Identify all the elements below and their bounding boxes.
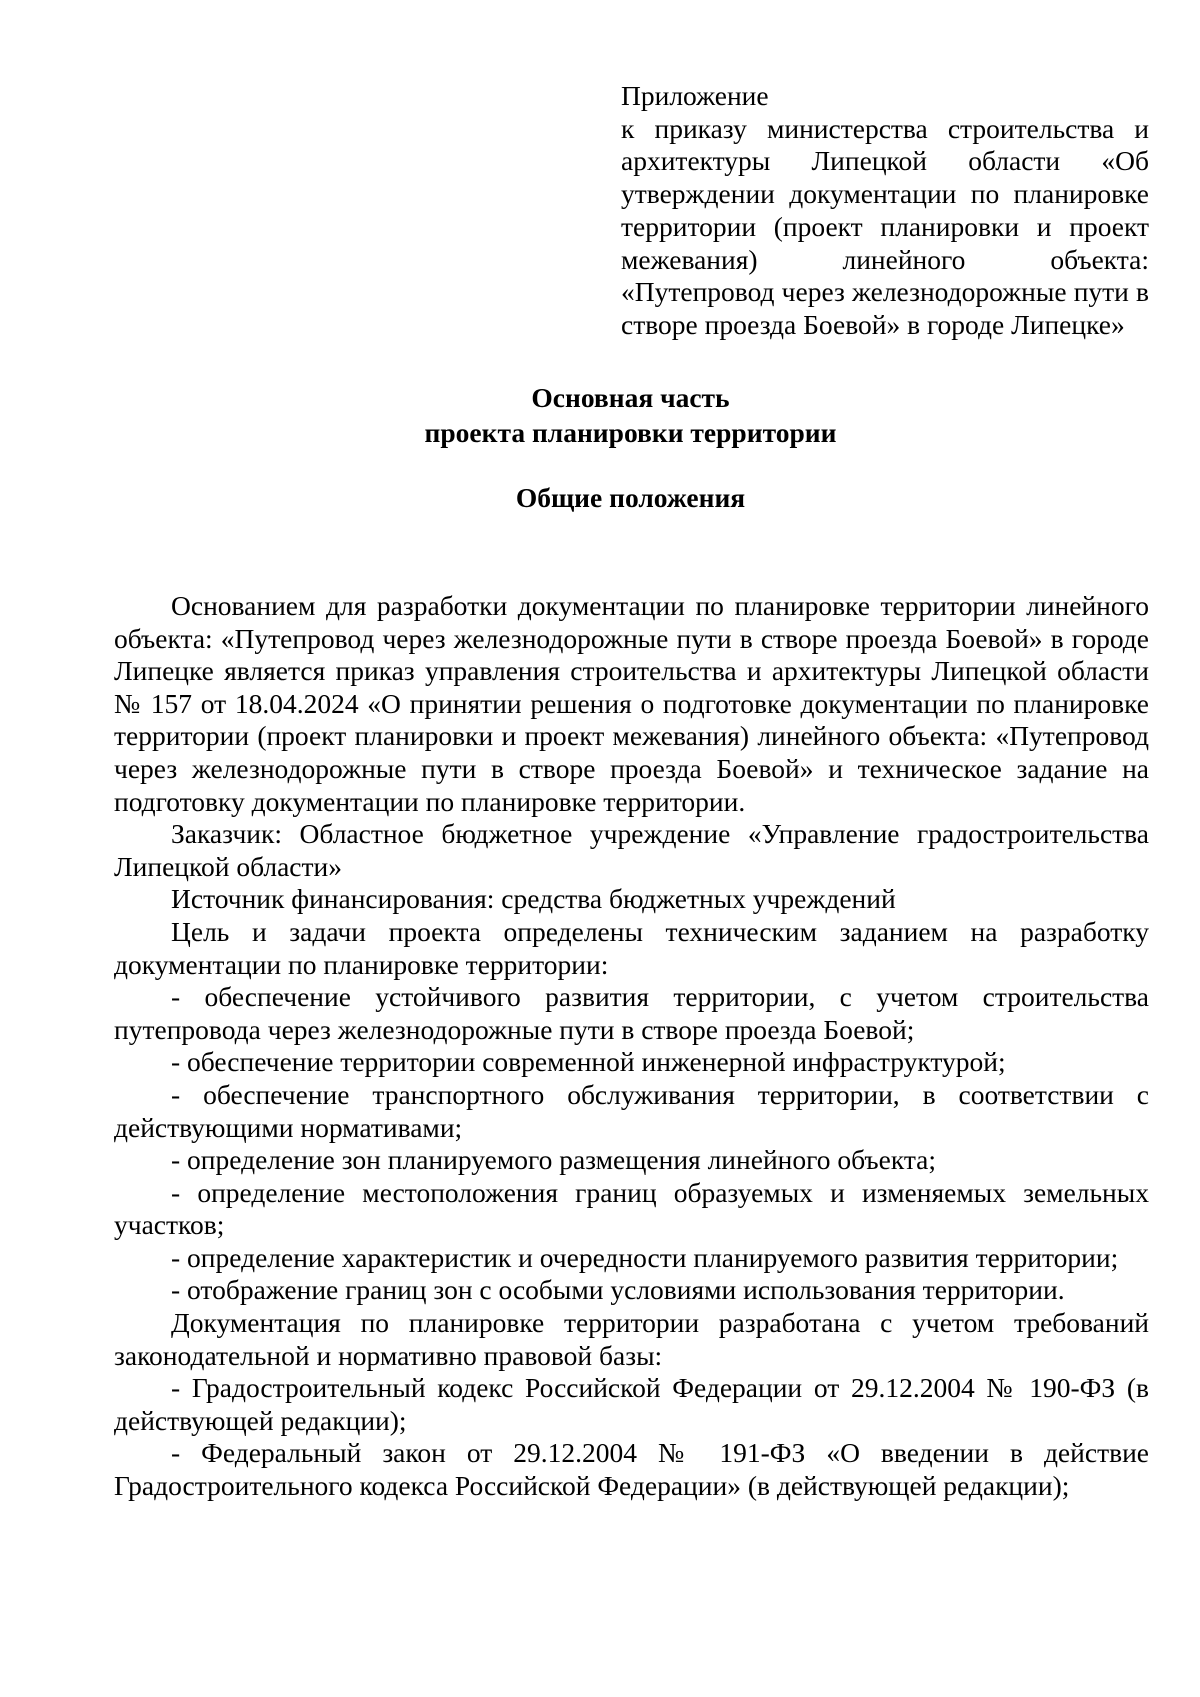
- list-item: - определение зон планируемого размещения линейного объекта;: [171, 1144, 937, 1176]
- paragraph-legal-basis: Документация по планировке территории разработана с учетом требований законодательной и нормативно правовой базы:: [114, 1307, 1149, 1371]
- list-item: - Градостроительный кодекс Российской Федерации от 29.12.2004 № 190-ФЗ (в действующей редакции);: [114, 1372, 1149, 1436]
- list-item: - отображение границ зон с особыми условиями использования территории.: [171, 1274, 1065, 1306]
- main-subtitle: проекта планировки территории: [424, 417, 837, 448]
- main-title: Основная часть: [531, 382, 730, 413]
- paragraph-basis: Основанием для разработки документации по планировке территории линейного объекта: «Путепровод через железнодорожные пути в створе проезда Боевой» в городе Липецке является приказ управления строительства и архитектуры Липецкой области № 157 от 18.04.2024 «О принятии решения о подготовке документации по планировке территории (проект планировки и проект межевания) линейного объекта: «Путепровод через железнодорожные пути в створе проезда Боевой» и техническое задание на подготовку документации по планировке территории.: [114, 590, 1149, 817]
- paragraph-funding: Источник финансирования: средства бюджетных учреждений: [171, 883, 896, 915]
- list-item: - обеспечение транспортного обслуживания территории, в соответствии с действующими нормативами;: [114, 1078, 1149, 1143]
- annex-title: Приложение: [621, 80, 769, 111]
- annex-text: к приказу министерства строительства и архитектуры Липецкой области «Об утверждении документации по планировке территории (проект планировки и проект межевания) линейного объекта: «Путепровод через железнодорожные пути в створе проезда Боевой» в городе Липецке»: [621, 112, 1149, 340]
- paragraph-customer: Заказчик: Областное бюджетное учреждение «Управление градостроительства Липецкой области»: [114, 818, 1149, 882]
- body-text: [114, 590, 1149, 1503]
- paragraph-goals: Цель и задачи проекта определены техническим заданием на разработку документации по планировке территории:: [114, 915, 1149, 980]
- list-item: - Федеральный закон от 29.12.2004 № 191-ФЗ «О введении в действие Градостроительного кодекса Российской Федерации» (в действующей редакции);: [114, 1437, 1149, 1502]
- list-item: - обеспечение территории современной инженерной инфраструктурой;: [171, 1046, 1006, 1078]
- list-item: - определение местоположения границ образуемых и изменяемых земельных участков;: [114, 1176, 1149, 1241]
- annex-block: [621, 80, 1149, 342]
- section-title: Общие положения: [515, 482, 746, 513]
- list-item: - определение характеристик и очередности планируемого развития территории;: [171, 1241, 1119, 1273]
- list-item: - обеспечение устойчивого развития территории, с учетом строительства путепровода через железнодорожные пути в створе проезда Боевой;: [114, 981, 1149, 1045]
